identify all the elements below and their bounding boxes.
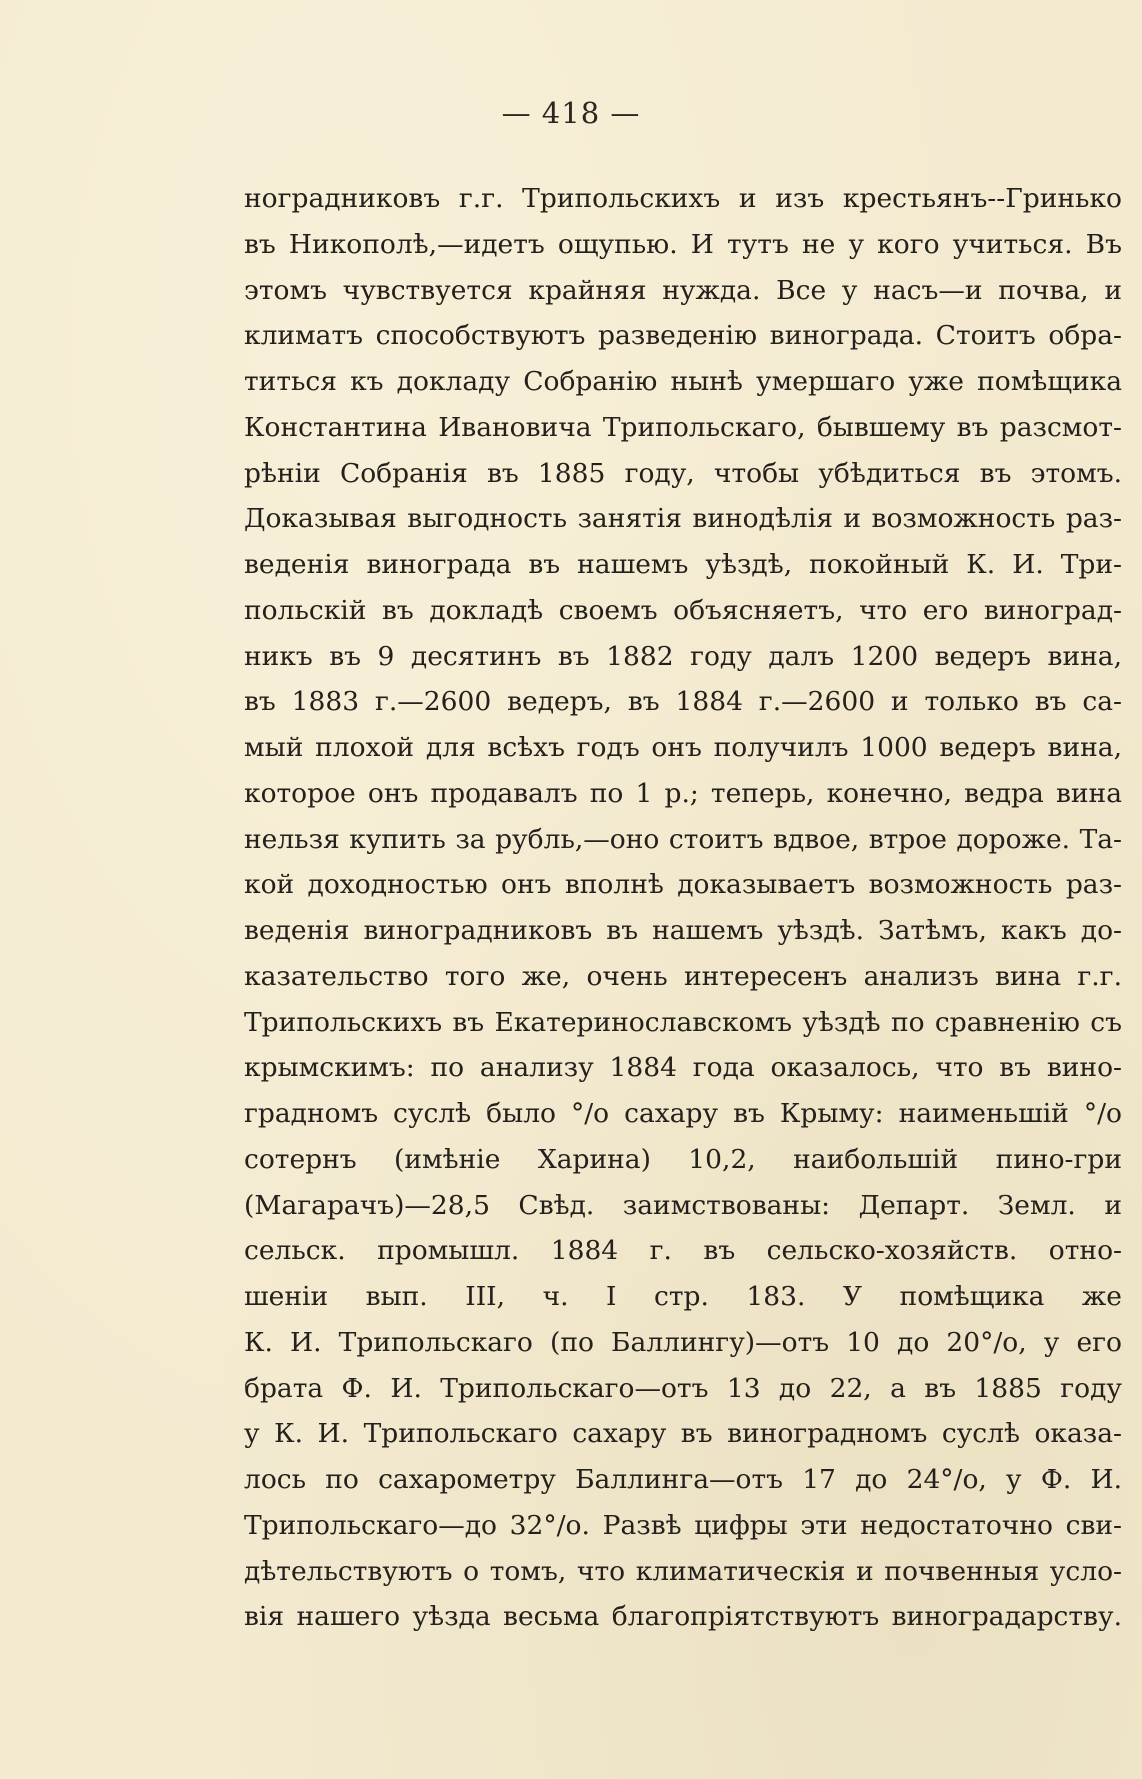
text-line: кой доходностью онъ вполнѣ доказываетъ возможность раз- xyxy=(244,869,1122,901)
text-line: которое онъ продавалъ по 1 р.; теперь, конечно, ведра вина xyxy=(244,777,1122,809)
text-line: градномъ суслѣ было °/о сахару въ Крыму: наименьшій °/о xyxy=(244,1098,1122,1129)
text-line: сельск. промышл. 1884 г. въ сельско-хозяйств. отно- xyxy=(244,1235,1122,1267)
text-line: лось по сахарометру Баллинга—отъ 17 до 24°/о, у Ф. И. xyxy=(244,1464,1122,1495)
text-line: титься къ докладу Собранію нынѣ умершаго уже помѣщика xyxy=(244,366,1122,397)
text-line: вія нашего уѣзда весьма благопріятствуютъ виноградарству. xyxy=(244,1601,1122,1633)
text-line: въ Никополѣ,—идетъ ощупью. И тутъ не у кого учиться. Въ xyxy=(244,228,1122,260)
text-line: веденія винограда въ нашемъ уѣздѣ, покойный К. И. Три- xyxy=(244,549,1122,580)
text-line: шеніи вып. III, ч. I стр. 183. У помѣщика же xyxy=(244,1281,1122,1312)
text-line: Константина Ивановича Трипольскаго, бывшему въ разсмот- xyxy=(244,411,1122,443)
text-line: никъ въ 9 десятинъ въ 1882 году далъ 1200 ведеръ вина, xyxy=(244,640,1122,672)
text-line: (Магарачъ)—28,5 Свѣд. заимствованы: Департ. Земл. и xyxy=(244,1189,1122,1221)
text-line: этомъ чувствуется крайняя нужда. Все у насъ—и почва, и xyxy=(244,274,1122,306)
text-line: дѣтельствуютъ о томъ, что климатическія и почвенныя усло- xyxy=(244,1555,1122,1587)
text-line: польскій въ докладѣ своемъ объясняетъ, что его виноград- xyxy=(244,594,1122,626)
text-line: нельзя купить за рубль,—оно стоитъ вдвое, втрое дороже. Та- xyxy=(244,823,1122,855)
text-line: сотернъ (имѣніе Харина) 10,2, наибольшій пино-гри xyxy=(244,1143,1122,1175)
text-line: рѣніи Собранія въ 1885 году, чтобы убѣдиться въ этомъ. xyxy=(244,457,1122,489)
text-line: веденія виноградниковъ въ нашемъ уѣздѣ. Затѣмъ, какъ до- xyxy=(244,915,1122,946)
text-line: ноградниковъ г.г. Трипольскихъ и изъ крестьянъ--Гринько xyxy=(244,183,1122,214)
text-line: казательство того же, очень интересенъ анализъ вина г.г. xyxy=(244,960,1122,992)
text-line: Трипольскихъ въ Екатеринославскомъ уѣздѣ по сравненію съ xyxy=(244,1006,1122,1038)
text-line: у К. И. Трипольскаго сахару въ виноградномъ суслѣ оказа- xyxy=(244,1418,1122,1450)
body-text xyxy=(244,176,1122,1640)
text-line: климатъ способствуютъ разведенію винограда. Стоитъ обра- xyxy=(244,320,1122,352)
text-line: въ 1883 г.—2600 ведеръ, въ 1884 г.—2600 и только въ са- xyxy=(244,686,1122,718)
text-line: Трипольскаго—до 32°/о. Развѣ цифры эти недостаточно сви- xyxy=(244,1509,1122,1541)
text-line: брата Ф. И. Трипольскаго—отъ 13 до 22, а въ 1885 году xyxy=(244,1372,1122,1404)
text-line: Доказывая выгодность занятія винодѣлія и возможность раз- xyxy=(244,503,1122,535)
page-number: — 418 — xyxy=(501,96,641,130)
text-line: мый плохой для всѣхъ годъ онъ получилъ 1000 ведеръ вина, xyxy=(244,732,1122,763)
text-line: К. И. Трипольскаго (по Баллингу)—отъ 10 до 20°/о, у его xyxy=(244,1326,1122,1358)
text-line: крымскимъ: по анализу 1884 года оказалось, что въ вино- xyxy=(244,1052,1122,1084)
